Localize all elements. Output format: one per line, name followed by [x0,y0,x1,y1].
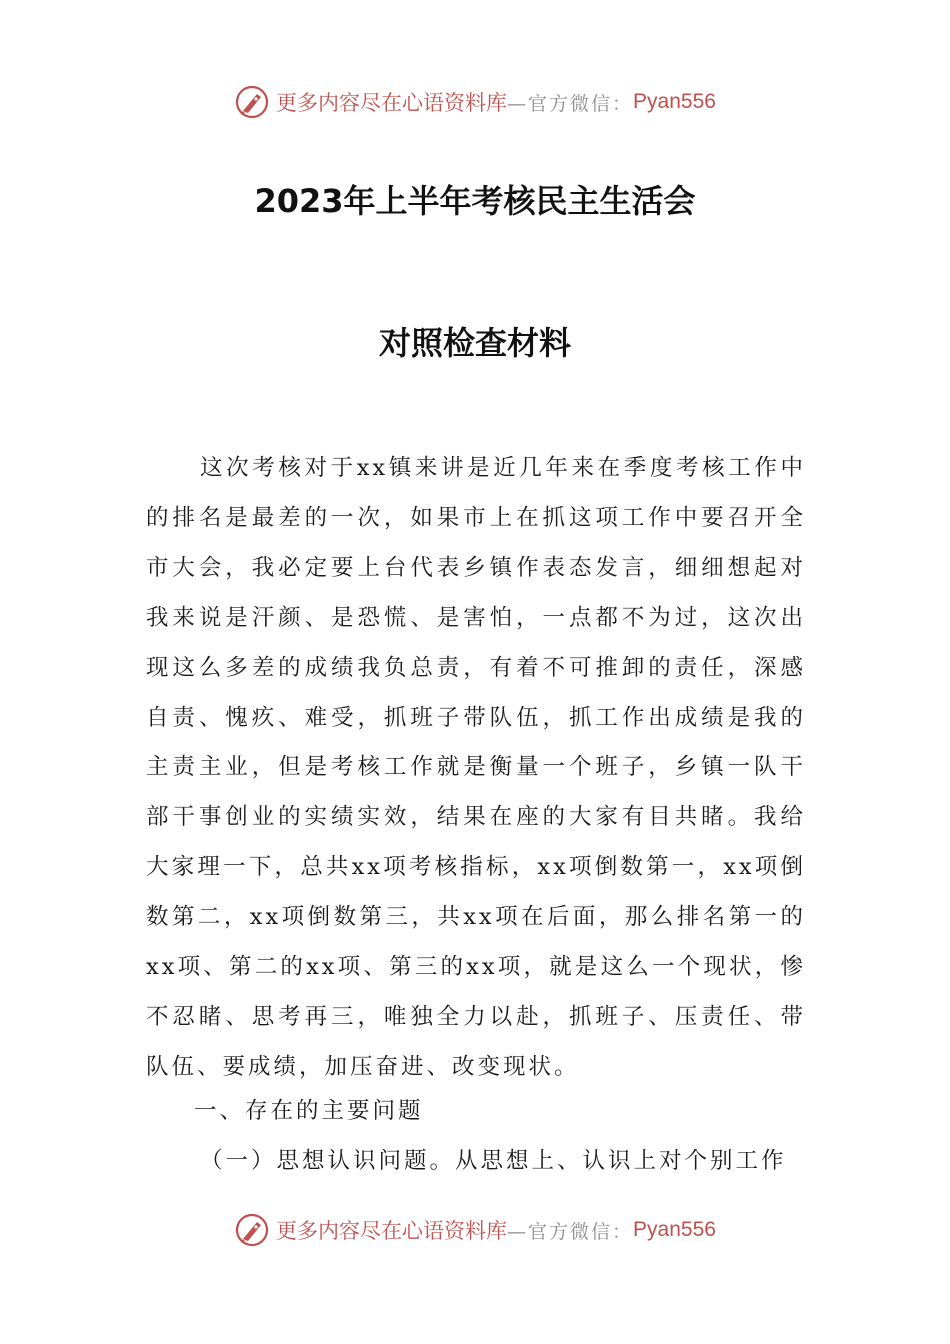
section-heading: 一、存在的主要问题 [194,1098,424,1124]
subsection-heading: （一）思想认识问题。从思想上、认识上对个别工作 [200,1148,787,1174]
document-title-line1: 2023年上半年考核民主生活会 [254,182,696,220]
pen-nib-logo-icon [234,1212,270,1248]
watermark-site-text: 更多内容尽在心语资料库 [276,91,508,115]
watermark-separator-text: —官方微信： [507,92,634,115]
watermark-separator-text: —官方微信： [507,1220,634,1243]
pen-nib-logo-icon [234,84,270,120]
footer-watermark [0,1210,950,1250]
watermark-wechat-id: Pyan556 [633,1218,716,1241]
body-paragraph: 这次考核对于xx镇来讲是近几年来在季度考核工作中的排名是最差的一次，如果市上在抓这项工作中要召开全市大会，我必定要上台代表乡镇作表态发言，细细想起对我来说是汗颜、是恐慌、是害怕，一点都不为过，这次出现这么多差的成绩我负总责，有着不可推卸的责任，深感自责、愧疚、难受，抓班子带队伍，抓工作出成绩是我的主责主业，但是考核工作就是衡量一个班子，乡镇一队干部干事创业的实绩实效，结果在座的大家有目共睹。我给大家理一下，总共xx项考核指标，xx项倒数第一，xx项倒数第二，xx项倒数第三，共xx项在后面，那么排名第一的xx项、第二的xx项、第三的xx项，就是这么一个现状，惨不忍睹、思考再三，唯独全力以赴，抓班子、压责任、带队伍、要成绩，加压奋进、改变现状。 [146,455,806,1080]
document-title-line2: 对照检查材料 [378,324,571,362]
header-watermark [0,82,950,122]
watermark-site-text: 更多内容尽在心语资料库 [276,1219,508,1243]
watermark-wechat-id: Pyan556 [633,90,716,113]
